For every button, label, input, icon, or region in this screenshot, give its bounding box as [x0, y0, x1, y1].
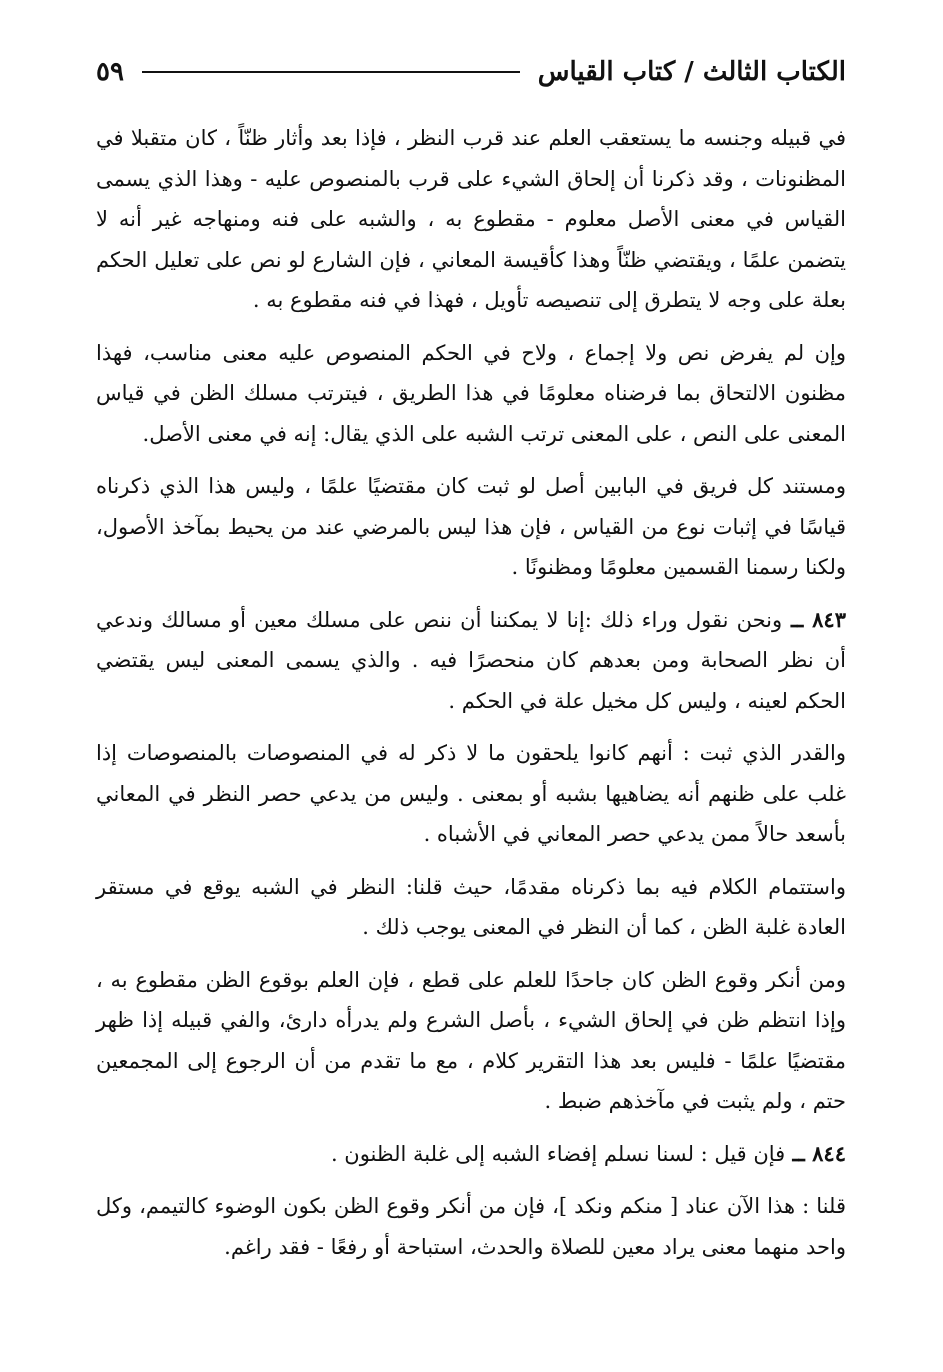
paragraph-text: وإن لم يفرض نص ولا إجماع ، ولاح في الحكم المنصوص عليه معنى مناسب، فهذا مظنون الالتحاق بما فرضناه معلومًا في هذا الطريق ، فيترتب مسلك الظن في قياس المعنى على النص ، على المعنى ترتب الشبه على الذي يقال: إنه في معنى الأصل. [96, 340, 846, 446]
body-text [96, 118, 846, 1267]
paragraph-text: ومستند كل فريق في البابين أصل لو ثبت كان مقتضيًا علمًا ، وليس هذا الذي ذكرناه قياسًا في إثبات نوع من القياس ، فإن هذا ليس بالمرضي عند من يحيط بمآخذ الأصول، ولكنا رسمنا القسمين معلومًا ومظنونًا . [96, 474, 847, 579]
header-rule [142, 71, 520, 73]
paragraph-text: قلنا : هذا الآن عناد [ منكم ونكد ]، فإن من أنكر وقوع الظن بكون الوضوء كالتيمم، وكل واحد منهما معنى يراد معين للصلاة والحدث، استباحة أو رفعًا - فقد راغم. [96, 1194, 846, 1259]
paragraph-text: واستتمام الكلام فيه بما ذكرناه مقدمًا، حيث قلنا: النظر في الشبه يوقع في مستقر العادة غلبة الظن ، كما أن النظر في المعنى يوجب ذلك . [96, 874, 846, 939]
paragraph-text: ونحن نقول وراء ذلك :إنا لا يمكننا أن ننص على مسلك معين أو مسالك وندعي أن نظر الصحابة ومن بعدهم كان منحصرًا فيه . والذي يسمى المعنى ليس يقتضي الحكم لعينه ، وليس كل مخيل علة في الحكم . [96, 607, 846, 713]
book-page [96, 48, 846, 1338]
paragraph-text: ومن أنكر وقوع الظن كان جاحدًا للعلم على قطع ، فإن العلم بوقوع الظن مقطوع به ، وإذا انتظم ظن في إلحاق الشيء ، بأصل الشرع ولم يدرأه دارئ، والفي قبيله إذا ظهر مقتضيًا علمًا - فليس بعد هذا التقرير كلام ، مع ما تقدم من أن الرجوع إلى المجمعين حتم ، ولم يثبت في مآخذهم ضبط . [96, 967, 846, 1113]
paragraph [96, 1134, 846, 1175]
paragraph [96, 466, 846, 588]
page-number: ٥٩ [96, 57, 124, 87]
paragraph [96, 333, 846, 455]
page-header [96, 48, 846, 96]
paragraph-number: ٨٤٤ ــ [785, 1140, 846, 1166]
paragraph [96, 118, 846, 321]
paragraph [96, 1186, 846, 1267]
paragraph-text: فإن قيل : لسنا نسلم إفضاء الشبه إلى غلبة الظنون . [330, 1141, 786, 1166]
paragraph [96, 867, 846, 948]
paragraph-number: ٨٤٣ ــ [782, 606, 846, 632]
paragraph-text: والقدر الذي ثبت : أنهم كانوا يلحقون ما لا ذكر له في المنصوصات بالمنصوصات إذا غلب على ظنهم أنه يضاهيها بشبه أو بمعنى . وليس من يدعي حصر النظر في المعاني بأسعد حالاً ممن يدعي حصر المعاني في الأشباه . [96, 741, 846, 846]
paragraph-text: في قبيله وجنسه ما يستعقب العلم عند قرب النظر ، فإذا بعد وأثار ظنّاً ، كان متقبلا في المظنونات ، وقد ذكرنا أن إلحاق الشيء على قرب بالمنصوص عليه - وهذا الذي يسمى القياس في معنى الأصل معلوم - مقطوع به ، والشبه على فنه ومنهاجه غير أنه لا يتضمن علمًا ، ويقتضي ظنّاً وهذا كأقيسة المعاني ، فإن الشارع لو نص على تعليل الحكم بعلة على وجه لا يتطرق إلى تنصيصه تأويل ، فهذا في فنه مقطوع به . [96, 126, 846, 312]
running-title: الكتاب الثالث / كتاب القياس [537, 57, 846, 87]
paragraph [96, 733, 846, 855]
paragraph [96, 600, 846, 722]
paragraph [96, 960, 846, 1122]
